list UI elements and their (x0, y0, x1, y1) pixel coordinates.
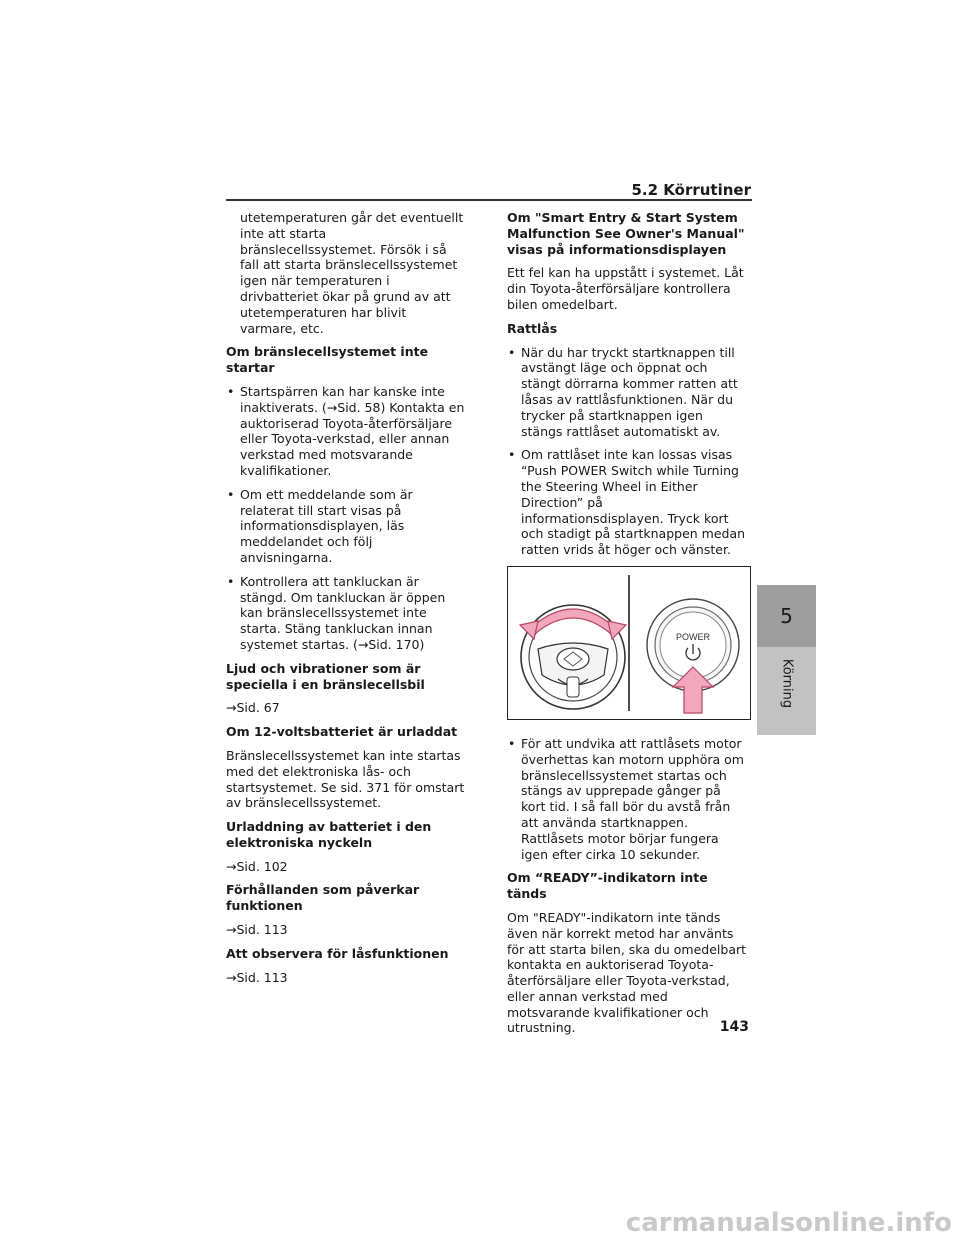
left-column (226, 210, 466, 993)
chapter-label: Körning (779, 658, 795, 709)
bullet-list-steering-lock-continued (507, 736, 747, 862)
page-reference: →Sid. 67 (226, 700, 280, 716)
list-item: • Kontrollera att tankluckan är stängd. Om tankluckan är öppen kan bränslecellssystemet inte starta. Stäng tankluckan innan systemet startas. (→Sid. 170) (226, 574, 466, 653)
section-title: 5.2 Körrutiner (631, 181, 751, 199)
illustration-svg (508, 567, 750, 719)
heading-fuel-cell-not-starting: Om bränslecellsystemet inte startar (226, 344, 429, 376)
heading-malfunction-message: Om "Smart Entry & Start System Malfunction See Owner's Manual" visas på informationsdisplayen (507, 210, 745, 257)
list-item: • Startspärren kan har kanske inte inaktiverats. (→Sid. 58) Kontakta en auktoriserad Toyota-återförsäljare eller Toyota-verkstad, eller annan verkstad med motsvarande kvalifikationer. (226, 384, 466, 479)
list-item: • Om rattlåset inte kan lossas visas “Push POWER Switch while Turning the Steering Wheel in Either Direction” på informationsdisplayen. Tryck kort och stadigt på startknappen medan ratten vrids åt höger och vänster. (507, 447, 747, 558)
heading-12v-battery: Om 12-voltsbatteriet är urladdat (226, 724, 458, 740)
paragraph-malfunction: Ett fel kan ha uppstått i systemet. Låt din Toyota-återförsäljare kontrollera bilen omedelbart. (507, 265, 744, 312)
heading-key-battery: Urladdning av batteriet i den elektroniska nyckeln (226, 819, 432, 850)
steering-power-illustration (507, 566, 751, 720)
heading-ready-indicator: Om “READY”-indikatorn inte tänds (507, 870, 708, 902)
list-item: • För att undvika att rattlåsets motor överhettas kan motorn upphöra om bränslecellssystemet startas och stängs av upprepade gånger på kort tid. I så fall bör du avstå från att använda startknappen. Rattlåsets motor börjar fungera igen efter cirka 10 sekunder. (507, 736, 747, 862)
list-item: • Om ett meddelande som är relaterat till start visas på informationsdisplayen, läs meddelandet och följ anvisningarna. (226, 487, 466, 566)
bullet-list-steering-lock (507, 345, 747, 558)
page-reference: →Sid. 113 (226, 969, 288, 985)
watermark: carmanualsonline.info (625, 1208, 952, 1238)
list-item: • När du har tryckt startknappen till avstängt läge och öppnat och stängt dörrarna kommer ratten att låsas av rattlåsfunktionen. När du trycker på startknappen igen stängs rattlåset automatiskt av. (507, 345, 747, 440)
heading-steering-lock: Rattlås (507, 320, 558, 336)
power-label: POWER (675, 631, 711, 642)
page-reference: →Sid. 113 (226, 922, 288, 938)
page-reference: →Sid. 102 (226, 858, 288, 874)
heading-conditions: Förhållanden som påverkar funktionen (226, 882, 420, 914)
paragraph-12v-battery: Bränslecellssystemet kan inte startas med det elektroniska lås- och startsystemet. Se sid. 371 för omstart av bränslecellssystemet. (226, 747, 465, 811)
intro-paragraph: utetemperaturen går det eventuellt inte att starta bränslecellssystemet. Försök i så fall att starta bränslecellssystemet igen när temperaturen i drivbatteriet ökar på grund av att utetemperaturen har blivit varmare, etc. (240, 210, 464, 336)
chapter-number: 5 (780, 604, 793, 628)
page-number: 143 (719, 1019, 749, 1035)
right-column (507, 210, 747, 1044)
paragraph-ready-indicator: Om "READY"-indikatorn inte tänds även när korrekt metod har använts för att starta bilen, ska du omedelbart kontakta en auktoriserad Toyota-återförsäljare eller Toyota-verkstad, eller annan verkstad med motsvarande kvalifikationer och utrustning. (507, 909, 747, 1036)
heading-lock-function: Att observera för låsfunktionen (226, 945, 449, 961)
heading-sounds-vibrations: Ljud och vibrationer som är speciella i en bränslecellsbil (226, 660, 425, 692)
bullet-list-not-starting (226, 384, 466, 653)
header-divider (226, 199, 752, 201)
steering-wheel-icon (521, 605, 625, 709)
